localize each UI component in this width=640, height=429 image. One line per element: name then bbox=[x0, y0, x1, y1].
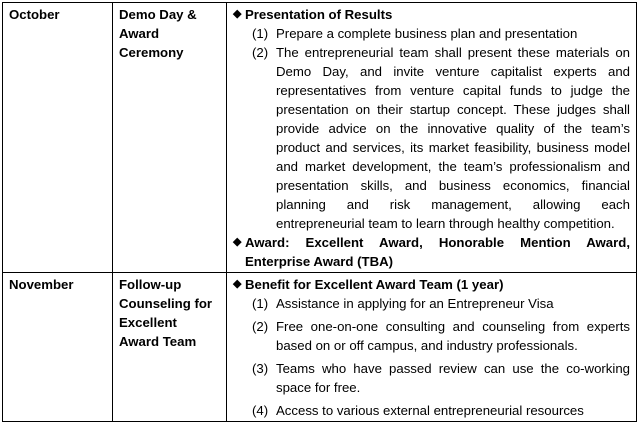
table-row bbox=[3, 273, 637, 422]
item-number: (1) bbox=[252, 26, 269, 41]
section-heading bbox=[233, 275, 630, 294]
list-item bbox=[233, 401, 630, 420]
month-label: November bbox=[9, 277, 74, 292]
event-label bbox=[119, 275, 220, 351]
event-line: Counseling for bbox=[119, 296, 213, 311]
item-number: (3) bbox=[252, 361, 269, 376]
item-number: (4) bbox=[252, 403, 269, 418]
item-text: The entrepreneurial team shall present these materials on Demo Day, and invite venture capitalist experts and representatives from venture capital funds to judge the presentation on their startup concept. These judges shall provide advice on the innovative quality of the team’s product and services, its market feasibility, business model and market development, the team’s professionalism and presentation skills, and business economics, financial planning and risk management, allowing each entrepreneurial team to learn through healthy competition. bbox=[276, 45, 630, 231]
item-text: Prepare a complete business plan and presentation bbox=[276, 26, 578, 41]
item-text: Access to various external entrepreneurial resources bbox=[276, 403, 584, 418]
event-line: Award bbox=[119, 26, 160, 41]
section-heading-text: Benefit for Excellent Award Team (1 year) bbox=[245, 277, 504, 292]
list-item bbox=[233, 24, 630, 43]
table-row bbox=[3, 3, 637, 273]
section-heading bbox=[233, 5, 630, 24]
section-heading bbox=[233, 233, 630, 271]
month-cell bbox=[3, 273, 113, 422]
item-number: (2) bbox=[252, 319, 269, 334]
event-line: Excellent bbox=[119, 315, 177, 330]
item-number: (2) bbox=[252, 45, 269, 60]
item-text: Free one-on-one consulting and counseling from experts based on or off campus, and industry professionals. bbox=[276, 319, 630, 353]
list-item bbox=[233, 359, 630, 397]
event-line: Demo Day & bbox=[119, 7, 197, 22]
list-item bbox=[233, 317, 630, 355]
item-text: Teams who have passed review can use the co-working space for free. bbox=[276, 361, 630, 395]
event-line: Award Team bbox=[119, 334, 197, 349]
event-cell bbox=[113, 273, 227, 422]
diamond-bullet-icon: ◆ bbox=[233, 278, 242, 290]
month-label: October bbox=[9, 7, 60, 22]
item-text: Assistance in applying for an Entrepreneur Visa bbox=[276, 296, 554, 311]
list-item bbox=[233, 43, 630, 233]
diamond-bullet-icon: ◆ bbox=[233, 8, 242, 20]
event-line: Ceremony bbox=[119, 45, 184, 60]
diamond-bullet-icon: ◆ bbox=[233, 236, 242, 248]
section-heading-text: Presentation of Results bbox=[245, 7, 393, 22]
details-cell bbox=[227, 273, 637, 422]
details-cell bbox=[227, 3, 637, 273]
list-item bbox=[233, 294, 630, 313]
event-cell bbox=[113, 3, 227, 273]
item-number: (1) bbox=[252, 296, 269, 311]
event-line: Follow-up bbox=[119, 277, 182, 292]
event-label bbox=[119, 5, 220, 62]
month-cell bbox=[3, 3, 113, 273]
schedule-table bbox=[2, 2, 637, 422]
section-heading-text: Award: Excellent Award, Honorable Mention Award, Enterprise Award (TBA) bbox=[245, 235, 630, 269]
